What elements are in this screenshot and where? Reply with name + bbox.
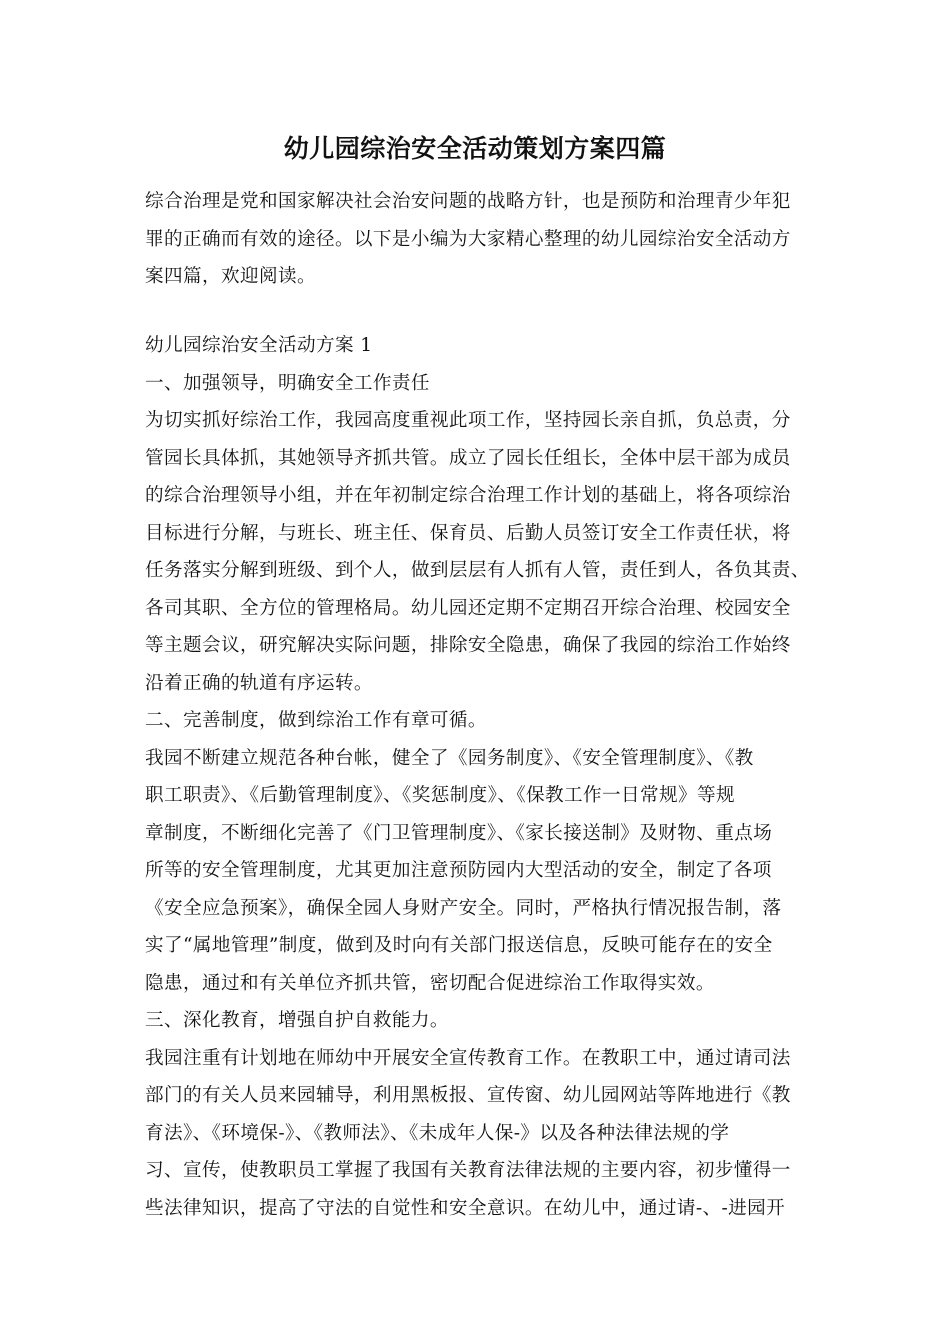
body-line: 的综合治理领导小组，并在年初制定综合治理工作计划的基础上，将各项综治 (145, 485, 791, 506)
section-heading-2: 二、完善制度，做到综治工作有章可循。 (145, 710, 487, 731)
section-heading-3: 三、深化教育，增强自护自救能力。 (145, 1010, 449, 1031)
body-line: 我园不断建立规范各种台帐，健全了《园务制度》、《安全管理制度》、《教 (145, 747, 754, 769)
body-line: 《安全应急预案》，确保全园人身财产安全。同时，严格执行情况报告制，落 (145, 897, 782, 919)
body-line: 我园注重有计划地在师幼中开展安全宣传教育工作。在教职工中，通过请司法 (145, 1047, 791, 1069)
section-heading-plan-1: 幼儿园综治安全活动方案 1 (145, 335, 373, 356)
intro-line: 案四篇，欢迎阅读。 (145, 266, 316, 287)
body-line: 隐患，通过和有关单位齐抓共管，密切配合促进综治工作取得实效。 (145, 972, 715, 994)
document-title: 幼儿园综治安全活动策划方案四篇 (283, 134, 667, 163)
intro-line: 综合治理是党和国家解决社会治安问题的战略方针，也是预防和治理青少年犯 (145, 191, 791, 212)
document-body (145, 327, 825, 1227)
section-heading-1: 一、加强领导，明确安全工作责任 (145, 372, 430, 394)
body-line: 等主题会议，研究解决实际问题，排除安全隐患，确保了我园的综治工作始终 (145, 635, 791, 656)
body-line: 为切实抓好综治工作，我园高度重视此项工作，坚持园长亲自抓，负总责，分 (145, 410, 791, 431)
body-line: 些法律知识，提高了守法的自觉性和安全意识。在幼儿中，通过请-、-进园开 (145, 1197, 786, 1219)
body-line: 所等的安全管理制度，尤其更加注意预防园内大型活动的安全，制定了各项 (145, 860, 772, 881)
body-line: 章制度，不断细化完善了《门卫管理制度》、《家长接送制》及财物、重点场 (145, 822, 773, 844)
body-line: 沿着正确的轨道有序运转。 (145, 672, 373, 694)
body-line: 部门的有关人员来园辅导，利用黑板报、宣传窗、幼儿园网站等阵地进行《教 (145, 1085, 791, 1106)
body-line: 育法》、《环境保-》、《教师法》、《未成年人保-》以及各种法律法规的学 (145, 1122, 730, 1144)
body-line: 职工职责》、《后勤管理制度》、《奖惩制度》、《保教工作一日常规》等规 (145, 785, 735, 806)
intro-paragraph (145, 183, 825, 296)
body-line: 管园长具体抓，其她领导齐抓共管。成立了园长任组长，全体中层干部为成员 (145, 447, 791, 469)
body-line: 目标进行分解，与班长、班主任、保育员、后勤人员签订安全工作责任状，将 (145, 522, 791, 544)
body-line: 任务落实分解到班级、到个人，做到层层有人抓有人管，责任到人，各负其责、 (145, 560, 810, 581)
body-line: 实了“属地管理”制度，做到及时向有关部门报送信息，反映可能存在的安全 (145, 935, 773, 956)
body-line: 习、宣传，使教职员工掌握了我国有关教育法律法规的主要内容，初步懂得一 (145, 1160, 791, 1181)
intro-line: 罪的正确而有效的途径。以下是小编为大家精心整理的幼儿园综治安全活动方 (145, 228, 791, 250)
body-line: 各司其职、全方位的管理格局。幼儿园还定期不定期召开综合治理、校园安全 (145, 597, 791, 619)
